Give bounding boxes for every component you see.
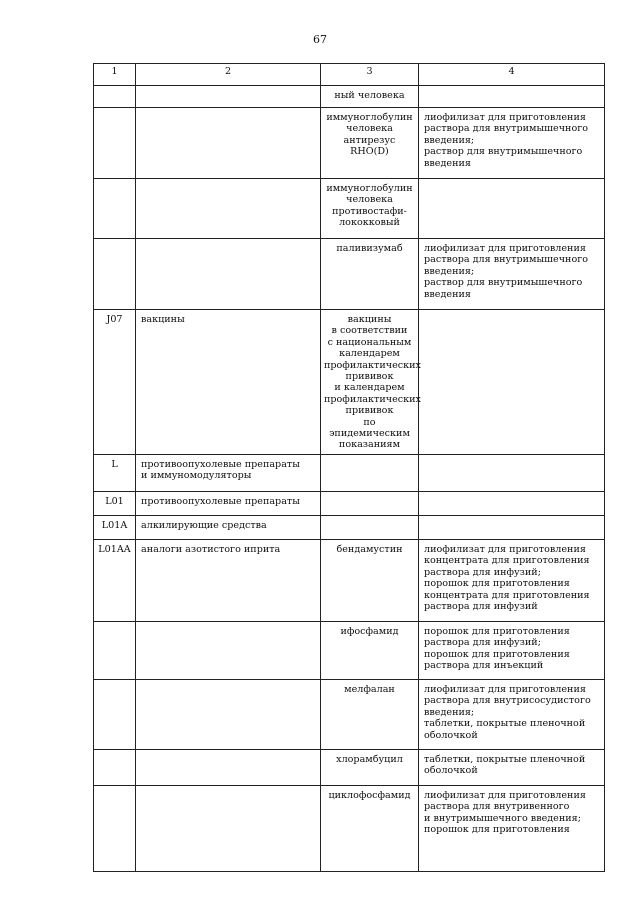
cell-form: лиофилизат для приготовления концентрата для приготовления раствора для инфузий; порошок для приготовления концентрата для приготовления раствора для инфузий [419, 539, 605, 621]
cell-form: таблетки, покрытые пленочной оболочкой [419, 749, 605, 785]
cell-code: L01A [94, 515, 136, 539]
cell-form: порошок для приготовления раствора для инфузий; порошок для приготовления раствора для инъекций [419, 621, 605, 679]
cell-code: L01AA [94, 539, 136, 621]
table-row [94, 679, 605, 749]
table-row [94, 86, 605, 108]
cell-form: лиофилизат для приготовления раствора для внутривенного и внутримышечного введения; порошок для приготовления [419, 785, 605, 871]
cell-group: противоопухолевые препараты [136, 491, 321, 515]
cell-group [136, 179, 321, 239]
cell-code [94, 749, 136, 785]
table-row [94, 621, 605, 679]
header-col-3: 3 [321, 64, 419, 86]
cell-code [94, 86, 136, 108]
cell-group: алкилирующие средства [136, 515, 321, 539]
header-col-4: 4 [419, 64, 605, 86]
cell-drug: иммуноглобулин человека антирезус RHO(D) [321, 108, 419, 179]
table-row [94, 108, 605, 179]
cell-group [136, 621, 321, 679]
cell-drug [321, 491, 419, 515]
cell-drug [321, 515, 419, 539]
cell-group [136, 679, 321, 749]
cell-group [136, 239, 321, 310]
cell-drug: ный человека [321, 86, 419, 108]
cell-code: L01 [94, 491, 136, 515]
drug-table [93, 63, 605, 872]
cell-form [419, 310, 605, 455]
table-row [94, 785, 605, 871]
cell-drug: циклофосфамид [321, 785, 419, 871]
header-col-1: 1 [94, 64, 136, 86]
header-col-2: 2 [136, 64, 321, 86]
cell-group [136, 785, 321, 871]
cell-form [419, 86, 605, 108]
cell-form: лиофилизат для приготовления раствора для внутримышечного введения; раствор для внутримышечного введения [419, 239, 605, 310]
cell-form [419, 179, 605, 239]
cell-form [419, 454, 605, 491]
table-row [94, 310, 605, 455]
cell-drug [321, 454, 419, 491]
table-row [94, 515, 605, 539]
page-number: 67 [313, 33, 327, 46]
table-row [94, 454, 605, 491]
cell-group: противоопухолевые препараты и иммуномодуляторы [136, 454, 321, 491]
cell-drug: вакцины в соответствии с национальным календарем профилактических прививок и календарем профилактических прививок по эпидемическим показаниям [321, 310, 419, 455]
cell-drug: паливизумаб [321, 239, 419, 310]
cell-code [94, 679, 136, 749]
cell-code [94, 179, 136, 239]
cell-drug: ифосфамид [321, 621, 419, 679]
cell-code [94, 785, 136, 871]
cell-drug: иммуноглобулин человека противостафи- лококковый [321, 179, 419, 239]
cell-group [136, 108, 321, 179]
table-header-row [94, 64, 605, 86]
table-row [94, 539, 605, 621]
cell-code [94, 621, 136, 679]
cell-group [136, 749, 321, 785]
cell-code [94, 108, 136, 179]
table-row [94, 491, 605, 515]
cell-group [136, 86, 321, 108]
cell-form: лиофилизат для приготовления раствора для внутрисосудистого введения; таблетки, покрытые пленочной оболочкой [419, 679, 605, 749]
table-row [94, 749, 605, 785]
cell-drug: бендамустин [321, 539, 419, 621]
cell-form [419, 491, 605, 515]
cell-group: аналоги азотистого иприта [136, 539, 321, 621]
cell-code: J07 [94, 310, 136, 455]
table-row [94, 239, 605, 310]
cell-form [419, 515, 605, 539]
cell-drug: мелфалан [321, 679, 419, 749]
cell-group: вакцины [136, 310, 321, 455]
cell-drug: хлорамбуцил [321, 749, 419, 785]
cell-form: лиофилизат для приготовления раствора для внутримышечного введения; раствор для внутримышечного введения [419, 108, 605, 179]
cell-code: L [94, 454, 136, 491]
table-row [94, 179, 605, 239]
cell-code [94, 239, 136, 310]
